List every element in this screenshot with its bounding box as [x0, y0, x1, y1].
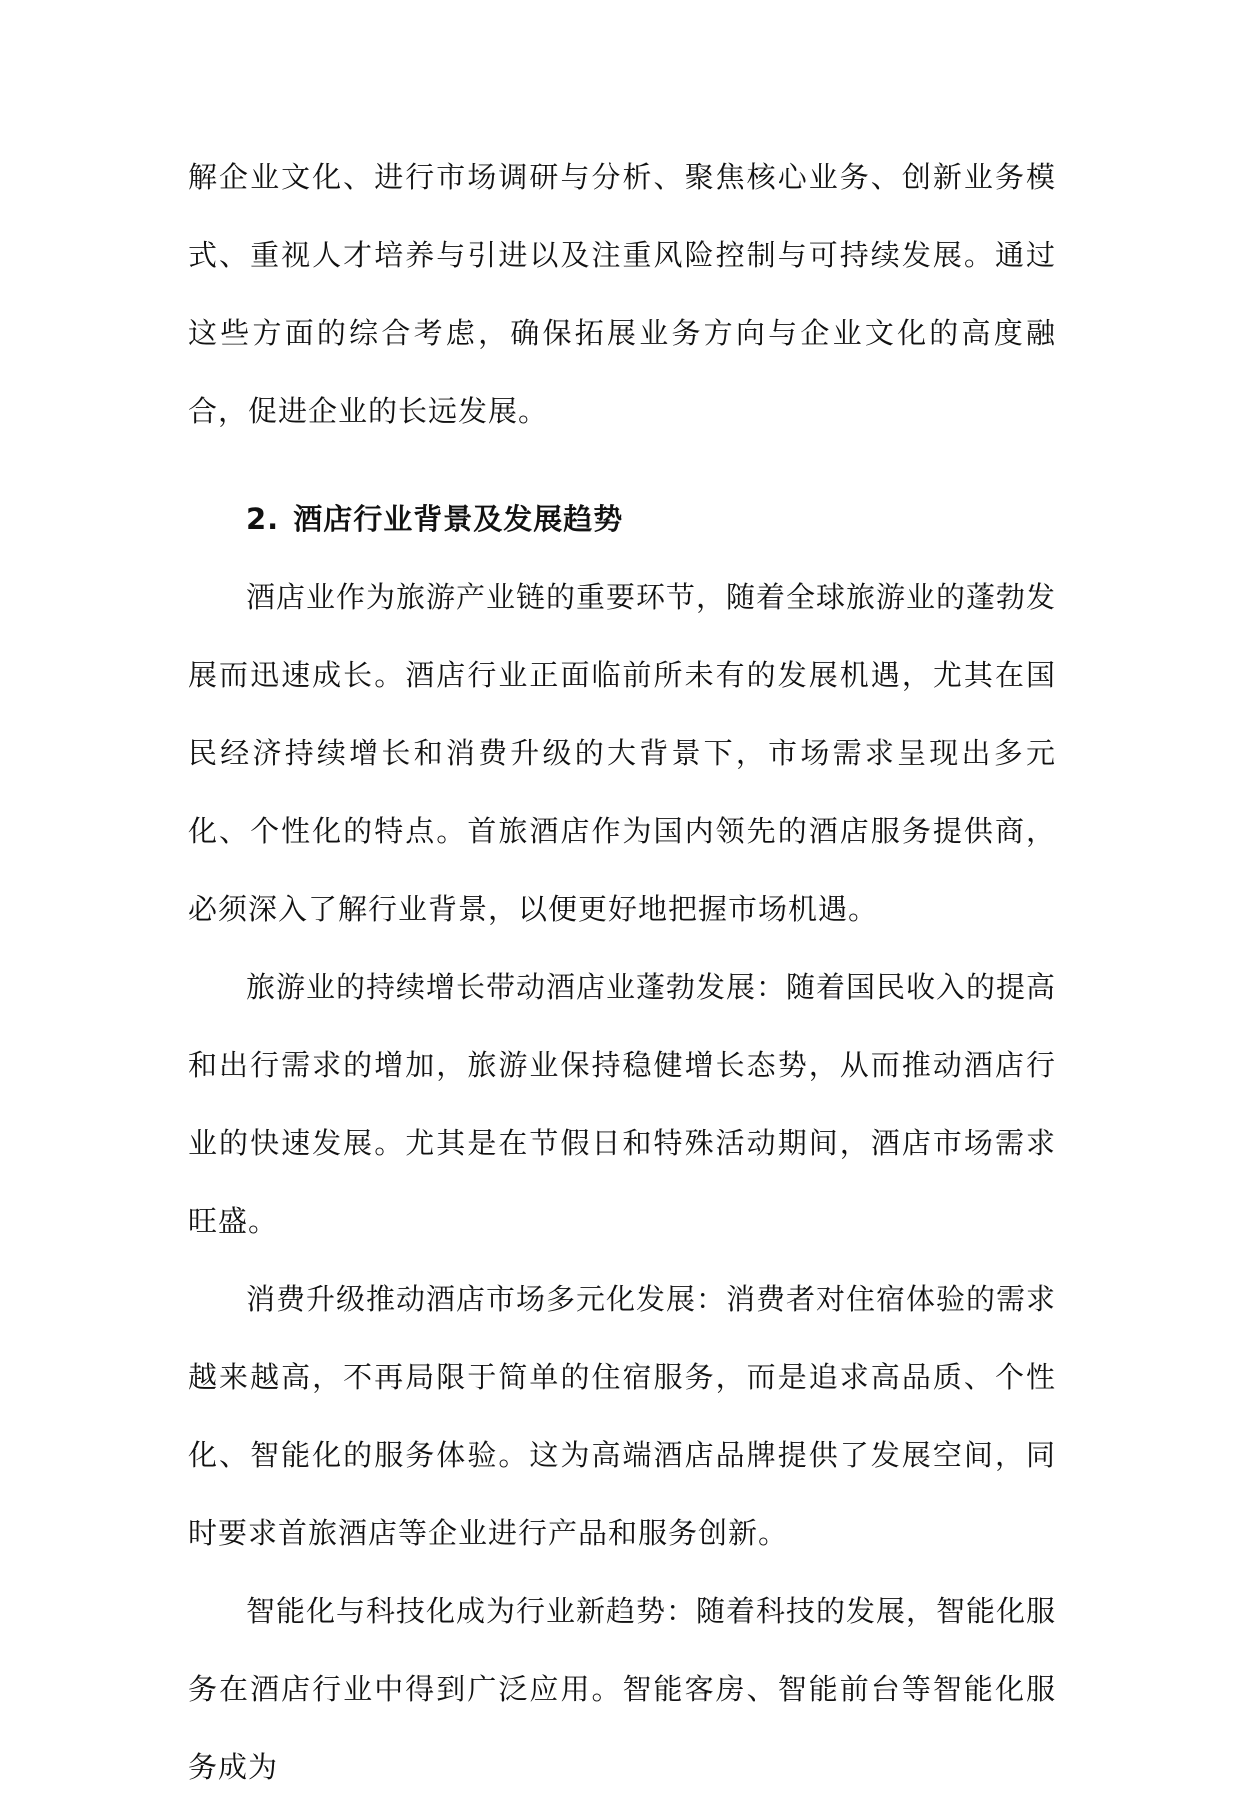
continued-paragraph: 解企业文化、进行市场调研与分析、聚焦核心业务、创新业务模式、重视人才培养与引进以及注重风险控制与可持续发展。通过这些方面的综合考虑，确保拓展业务方向与企业文化的高度融合，促进企业的长远发展。	[188, 160, 1056, 428]
section-number: 2.	[246, 502, 280, 536]
paragraph-consumption-upgrade: 消费升级推动酒店市场多元化发展：消费者对住宿体验的需求越来越高，不再局限于简单的住宿服务，而是追求高品质、个性化、智能化的服务体验。这为高端酒店品牌提供了发展空间，同时要求首旅酒店等企业进行产品和服务创新。	[188, 1282, 1057, 1550]
paragraph-tourism-growth: 旅游业的持续增长带动酒店业蓬勃发展：随着国民收入的提高和出行需求的增加，旅游业保持稳健增长态势，从而推动酒店行业的快速发展。尤其是在节假日和特殊活动期间，酒店市场需求旺盛。	[188, 970, 1057, 1238]
paragraph-industry-overview: 酒店业作为旅游产业链的重要环节，随着全球旅游业的蓬勃发展而迅速成长。酒店行业正面临前所未有的发展机遇，尤其在国民经济持续增长和消费升级的大背景下，市场需求呈现出多元化、个性化的特点。首旅酒店作为国内领先的酒店服务提供商，必须深入了解行业背景，以便更好地把握市场机遇。	[188, 580, 1057, 926]
section-title: 酒店行业背景及发展趋势	[293, 502, 624, 536]
section-heading	[188, 480, 1056, 558]
page-content	[188, 138, 1056, 1806]
paragraph-smart-technology: 智能化与科技化成为行业新趋势：随着科技的发展，智能化服务在酒店行业中得到广泛应用。智能客房、智能前台等智能化服务成为	[188, 1594, 1057, 1784]
